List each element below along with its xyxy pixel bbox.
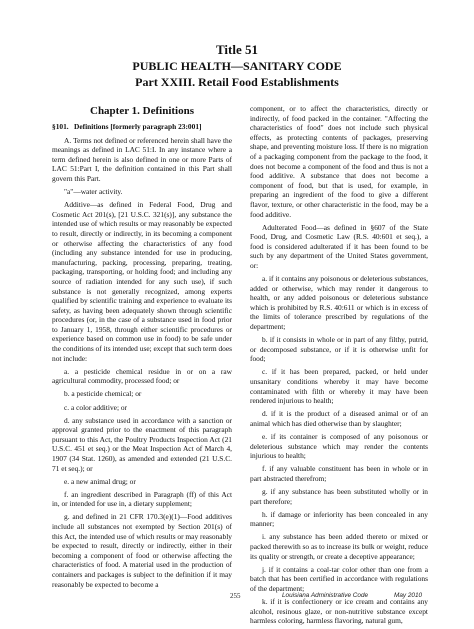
list-item: h. if damage or inferiority has been concealed in any manner; <box>250 509 428 529</box>
subtitle-heading: PUBLIC HEALTH—SANITARY CODE <box>132 59 342 73</box>
page-number: 255 <box>230 592 241 600</box>
list-item: c. a color additive; or <box>64 402 128 412</box>
paragraph: A. Terms not defined or referenced herein shall have the meanings as defined in LAC 51:I. In any instance where a term defined herein is also defined in one or more Parts of LAC 51:Part I, the definition contained in this Part shall govern this Part. <box>52 135 232 183</box>
list-item: d. if it is the product of a diseased animal or of an animal which has died otherwise than by slaughter; <box>250 409 428 428</box>
definition-additive: Additive—as defined in Federal Food, Drug and Cosmetic Act 201(s), [21 U.S.C. 321(s)], any substance the intended use of which results or may reasonably be expected to result, directly or indirectly, in its becoming a component or otherwise affecting the characteristics of any food (including any substance intended for use in producing, manufacturing, packing, processing, preparing, treating, packaging, transporting, or holding food; and including any source of radiation intended for any such use), if such substance is not generally recognized, among experts qualified by scientific training and experience to evaluate its safety, as having been adequately shown through scientific procedures (or, in the case of a substance used in food prior to January 1, 1958, through either scientific procedures or experience based on common use in food) to be safe under the conditions of its intended use; except that such term does not include: <box>52 200 232 363</box>
list-item: g. if any substance has been substituted wholly or in part therefore; <box>250 486 428 506</box>
list-item: f. if any valuable constituent has been in whole or in part abstracted therefrom; <box>250 464 428 483</box>
left-column <box>52 100 232 593</box>
list-item: e. a new animal drug; or <box>64 476 136 486</box>
list-item: b. a pesticide chemical; or <box>64 389 142 399</box>
section-heading <box>52 122 232 132</box>
list-item: a. if it contains any poisonous or deleterious substances, added or otherwise, which may render it dangerous to health, or any added poisonous or deleterious substance which is prohibited by R.S. 40:611 or which is in excess of the limits of tolerance prescribed by regulations of the department; <box>250 274 428 332</box>
definition-adulterated-food: Adulterated Food—as defined in §607 of the State Food, Drug, and Cosmetic Law (R.S. 40:601 et seq.), a food is considered adulterated if it has been found to be such by any department of the United States government, or: <box>250 222 428 270</box>
list-item: c. if it has been prepared, packed, or held under unsanitary conditions whereby it may have become contaminated with filth or whereby it may have been rendered injurious to health; <box>250 367 428 406</box>
list-item: e. if its container is composed of any poisonous or deleterious substance which may render the contents injurious to health; <box>250 432 428 461</box>
chapter-heading: Chapter 1. Definitions <box>90 105 194 117</box>
list-item: g. and defined in 21 CFR 170.3(e)(1)—Food additives include all substances not exempted by Section 201(s) of this Act, the intended use of which results or may reasonably be expected to result, directly or indirectly, either in their becoming a component of food or otherwise affecting the characteristics of food. A material used in the production of containers and packages is subject to the definition if it may reasonably be expected to become a <box>52 512 233 589</box>
definition-water-activity: "a"—water activity. <box>64 187 123 197</box>
list-item: b. if it consists in whole or in part of any filthy, putrid, or decomposed substance, or if it is otherwise unfit for food; <box>250 335 428 364</box>
list-item: a. a pesticide chemical residue in or on a raw agricultural commodity, processed food; or <box>52 366 232 386</box>
list-item: d. any substance used in accordance with a sanction or approval granted prior to the enactment of this paragraph pursuant to this Act, the Poultry Products Inspection Act (21 U.S.C. 451 et seq.) or the Meat Inspection Act of March 4, 1907 (34 Stat. 1260), as amended and extended (21 U.S.C. 71 et seq.); or <box>52 415 232 473</box>
list-item: i. any substance has been added thereto or mixed or packed therewith so as to increase its bulk or weight, reduce its quality or strength, or create a deceptive appearance; <box>250 532 428 561</box>
right-column <box>250 104 428 629</box>
paragraph: component, or to affect the characteristics, directly or indirectly, of food packed in the container. "Affecting the characteristics of food" does not include such physical effects, as protecting contents of packages, preserving shape, and preventing moisture loss. If there is no migration of a packaging component from the package to the food, it does not become a component of the food and thus is not a food additive. A substance that does not become a component of food, but that is used, for example, in preparing an ingredient of the food to give a different flavor, texture, or other characteristic in the food, may be a food additive. <box>250 104 428 219</box>
footer-source: Louisiana Administrative Code <box>282 592 369 599</box>
section-number: §101. <box>52 122 69 131</box>
list-item: f. an ingredient described in Paragraph (ff) of this Act in, or intended for use in, a dietary supplement; <box>52 489 232 509</box>
list-item: j. if it contains a coal-tar color other than one from a batch that has been certified in accordance with regulations of the department; <box>250 564 428 593</box>
footer-date: May 2010 <box>394 592 423 599</box>
list-item: k. if it is confectionery or ice cream and contains any alcohol, resinous glaze, or non-nutritive substance except harmless coloring, harmless flavoring, natural gum, <box>250 596 428 626</box>
part-heading: Part XXIII. Retail Food Establishments <box>135 75 339 89</box>
section-title: Definitions [formerly paragraph 23:001] <box>74 122 202 131</box>
title-heading: Title 51 <box>215 42 258 57</box>
